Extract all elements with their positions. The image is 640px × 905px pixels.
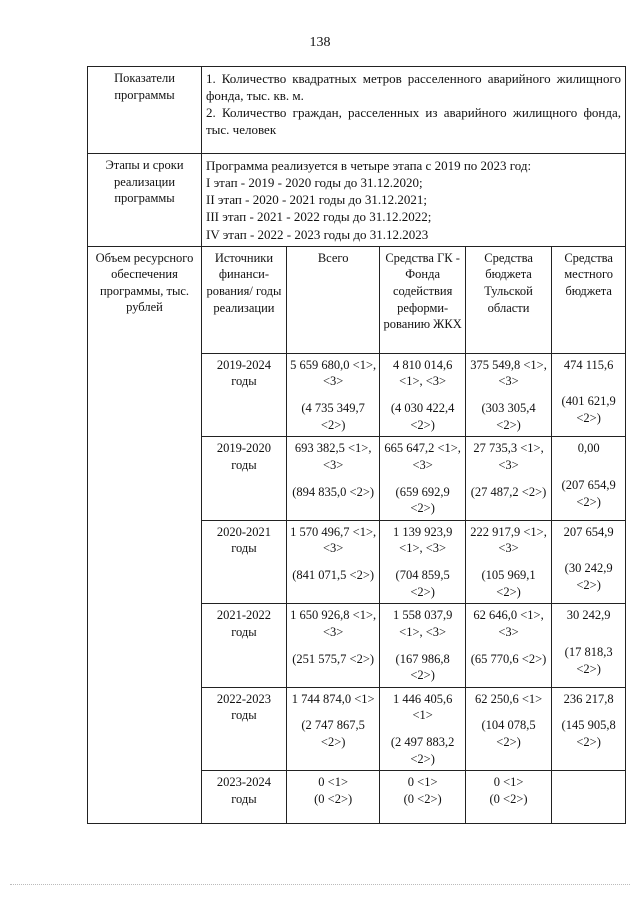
- fund-value: 0 <1>: [407, 775, 438, 790]
- fund-value-2: (4 030 422,4 <2>): [390, 401, 455, 432]
- regional-value: 375 549,8 <1>, <3>: [470, 357, 547, 389]
- program-passport-table: [87, 66, 626, 824]
- table-row: [202, 604, 625, 688]
- year-cell: 2021-2022 годы: [202, 604, 286, 688]
- local-value: 30 242,9: [566, 608, 611, 623]
- local-value: 0,00: [577, 441, 600, 456]
- total-value-2: (2 747 867,5 <2>): [301, 718, 365, 750]
- header-regional: Средства бюджета Тульской области: [465, 247, 551, 354]
- total-value: 1 650 926,8 <1>, <3>: [290, 608, 377, 639]
- fund-value-2: (704 859,5 <2>): [395, 568, 450, 599]
- regional-value: 62 250,6 <1>: [474, 691, 543, 706]
- stage-line: IV этап - 2022 - 2023 годы до 31.12.2023: [206, 226, 429, 242]
- header-sources: Источники финанси-рования/ годы реализации: [202, 247, 286, 354]
- fund-value: 1 446 405,6 <1>: [392, 691, 453, 723]
- total-value-2: (251 575,7 <2>): [292, 651, 375, 666]
- scan-edge-line: [10, 884, 630, 888]
- table-row: [202, 520, 625, 604]
- total-value: 0 <1>: [318, 775, 349, 790]
- funding-table: [202, 247, 625, 823]
- regional-value-2: (104 078,5 <2>): [481, 718, 536, 750]
- stage-line: III этап - 2021 - 2022 годы до 31.12.2022;: [206, 209, 432, 225]
- stages-row: [88, 154, 626, 247]
- regional-value: 222 917,9 <1>, <3>: [470, 524, 547, 556]
- fund-value: 665 647,2 <1>, <3>: [384, 441, 461, 472]
- fund-value-2: (167 986,8 <2>): [395, 651, 450, 683]
- local-value-2: (17 818,3 <2>): [564, 644, 613, 676]
- fund-value: 1 139 923,9 <1>, <3>: [392, 524, 453, 556]
- local-value-2: (30 242,9 <2>): [564, 561, 613, 593]
- regional-value-2: (27 487,2 <2>): [470, 484, 547, 499]
- year-cell: 2019-2024 годы: [202, 353, 286, 437]
- indicator-item: 2. Количество граждан, расселенных из аварийного жилищного фонда, тыс. человек: [206, 105, 621, 138]
- local-value-2: (207 654,9 <2>): [561, 477, 616, 509]
- fund-value: 1 558 037,9 <1>, <3>: [392, 608, 453, 639]
- regional-value-2: (105 969,1 <2>): [481, 568, 536, 599]
- table-row: [202, 687, 625, 771]
- year-cell: 2022-2023 годы: [202, 687, 286, 771]
- regional-value: 27 735,3 <1>, <3>: [473, 441, 544, 472]
- resources-label: Объем ресурсного обеспечения программы, тыс. рублей: [88, 246, 202, 823]
- local-value-2: (401 621,9 <2>): [561, 394, 616, 426]
- stages-label: Этапы и сроки реализации программы: [88, 154, 202, 247]
- total-value-2: (894 835,0 <2>): [292, 484, 375, 499]
- page-number: 138: [309, 35, 331, 50]
- header-fund: Средства ГК - Фонда содействия реформи-рованию ЖКХ: [380, 247, 465, 354]
- stage-line: I этап - 2019 - 2020 годы до 31.12.2020;: [206, 175, 423, 191]
- table-row: [202, 771, 625, 823]
- regional-value: 62 646,0 <1>, <3>: [473, 608, 544, 639]
- year-cell: 2020-2021 годы: [202, 520, 286, 604]
- header-local: Средства местного бюджета: [552, 247, 625, 354]
- total-value: 5 659 680,0 <1>, <3>: [290, 357, 377, 389]
- indicators-row: [88, 67, 626, 154]
- regional-value: 0 <1>: [493, 775, 524, 790]
- indicator-item: 1. Количество квадратных метров расселенного аварийного жилищного фонда, тыс. кв. м.: [206, 71, 621, 104]
- stage-line: Программа реализуется в четыре этапа с 2019 по 2023 год:: [206, 158, 532, 173]
- regional-value-2: (0 <2>): [489, 791, 528, 806]
- fund-value: 4 810 014,6 <1>, <3>: [392, 357, 453, 389]
- total-value: 1 744 874,0 <1>: [291, 691, 375, 706]
- table-row: [202, 353, 625, 437]
- year-cell: 2019-2020 годы: [202, 437, 286, 521]
- regional-value-2: (303 305,4 <2>): [481, 401, 536, 432]
- local-value: 474 115,6: [563, 357, 614, 372]
- indicators-label: Показатели программы: [88, 67, 202, 154]
- resources-row: [88, 246, 626, 823]
- local-value: 236 217,8: [563, 691, 614, 706]
- total-value-2: (841 071,5 <2>): [292, 568, 375, 583]
- stage-line: II этап - 2020 - 2021 годы до 31.12.2021;: [206, 192, 427, 208]
- year-cell: 2023-2024 годы: [202, 771, 286, 823]
- total-value-2: (0 <2>): [314, 791, 353, 806]
- header-total: Всего: [286, 247, 380, 354]
- fund-value-2: (659 692,9 <2>): [395, 484, 450, 516]
- total-value: 693 382,5 <1>, <3>: [294, 441, 372, 472]
- regional-value-2: (65 770,6 <2>): [470, 651, 547, 666]
- local-value: 207 654,9: [563, 524, 614, 539]
- table-row: [202, 437, 625, 521]
- funding-header-row: [202, 247, 625, 354]
- total-value: 1 570 496,7 <1>, <3>: [290, 524, 377, 556]
- fund-value-2: (2 497 883,2 <2>): [390, 735, 455, 766]
- local-value-2: (145 905,8 <2>): [561, 718, 616, 750]
- total-value-2: (4 735 349,7 <2>): [301, 401, 365, 432]
- fund-value-2: (0 <2>): [403, 791, 442, 806]
